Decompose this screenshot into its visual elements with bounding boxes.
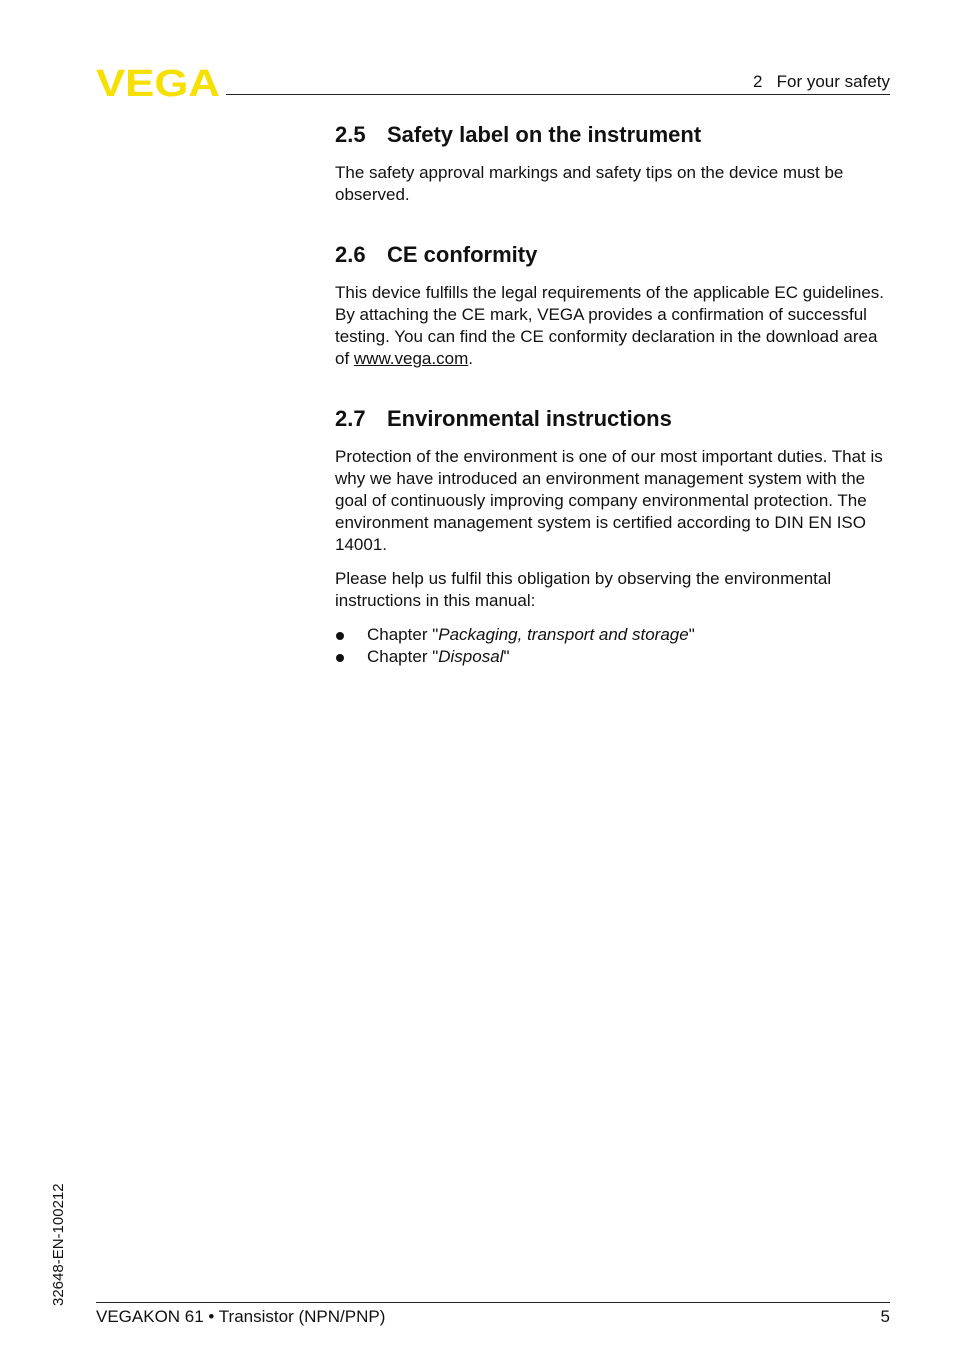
footer-product: VEGAKON 61 • Transistor (NPN/PNP): [96, 1307, 386, 1326]
header-section-title: 2 For your safety: [753, 72, 890, 91]
header-rule: [226, 94, 890, 95]
list-item: Chapter "Packaging, transport and storage": [335, 624, 891, 646]
footer-rule: [96, 1302, 890, 1303]
bullet-icon: [336, 632, 344, 640]
list-item: Chapter "Disposal": [335, 646, 891, 668]
section-2-6: [335, 240, 891, 370]
page-content: [335, 120, 891, 702]
section-2-7: [335, 404, 891, 668]
logo-text: VEGA: [96, 66, 220, 98]
section-2-5: [335, 120, 891, 206]
section-paragraph: Please help us fulfil this obligation by observing the environmental instructions in this manual:: [335, 569, 832, 610]
vega-logo: [96, 66, 220, 98]
section-paragraph: This device fulfills the legal requirements of the applicable EC guidelines. By attaching the CE mark, VEGA provides a confirmation of successful testing. You can find the CE conformity declaration in the download area of www.vega.com.: [335, 283, 885, 368]
section-paragraph: The safety approval markings and safety tips on the device must be observed.: [335, 163, 844, 204]
chapter-list: [335, 624, 891, 668]
document-code: 32648-EN-100212: [50, 1183, 67, 1306]
section-paragraph: Protection of the environment is one of our most important duties. That is why we have introduced an environment management system with the goal of continuously improving company environmental protection. The environment management system is certified according to DIN EN ISO 14001.: [335, 447, 883, 554]
bullet-icon: [336, 654, 344, 662]
section-heading: 2.7 Environmental instructions: [335, 406, 672, 431]
section-heading: 2.5 Safety label on the instrument: [335, 122, 702, 147]
page-number: 5: [880, 1307, 890, 1326]
vega-website-link[interactable]: www.vega.com: [353, 349, 469, 368]
section-heading: 2.6 CE conformity: [335, 242, 538, 267]
